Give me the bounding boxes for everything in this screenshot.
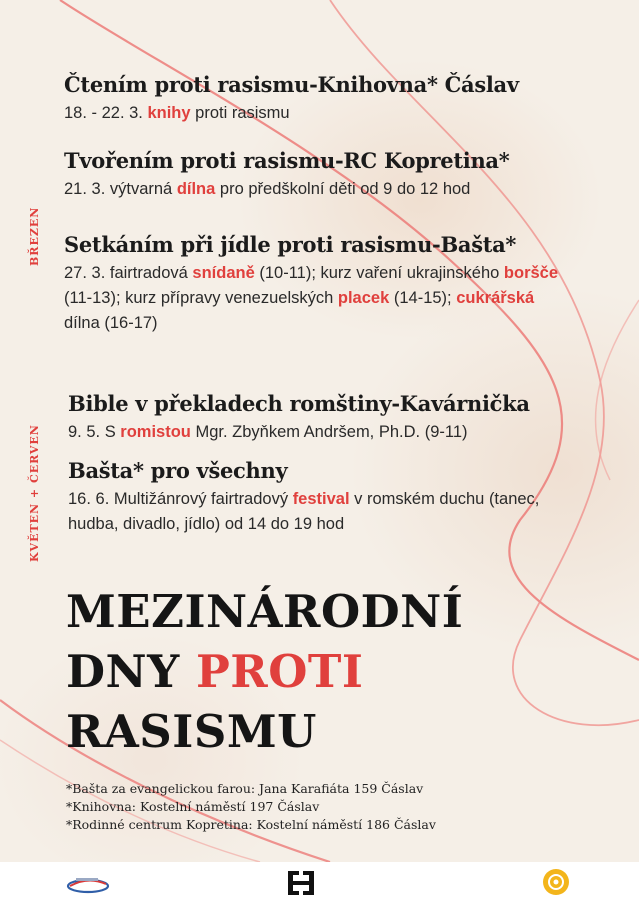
event-title: Čtením proti rasismu-Knihovna* Čáslav: [64, 72, 519, 97]
event-description: 16. 6. Multižánrový fairtradový festival v romském duchu (tanec, hudba, divadlo, jídlo) od 14 do 19 hod: [68, 490, 540, 533]
venue-notes: [66, 780, 436, 834]
main-title: [66, 582, 463, 762]
diakonie-logo-icon: [66, 874, 110, 899]
venue-note: *Bašta za evangelickou farou: Jana Karafiáta 159 Čáslav: [66, 781, 424, 796]
event-description: 9. 5. S romistou Mgr. Zbyňkem Andršem, Ph.D. (9-11): [68, 423, 468, 441]
event-description: 18. - 22. 3. knihy proti rasismu: [64, 104, 290, 122]
event-3: [64, 232, 564, 336]
ee-logo-icon: [287, 870, 315, 901]
venue-note: *Rodinné centrum Kopretina: Kostelní náměstí 186 Čáslav: [66, 817, 436, 832]
event-description: 27. 3. fairtradová snídaně (10-11); kurz vaření ukrajinského boršče (11-13); kurz přípravy venezuelských placek (14-15); cukrářská dílna (16-17): [64, 264, 559, 332]
event-title: Bible v překladech romštiny-Kavárnička: [68, 391, 530, 416]
main-title-line-2b: PROTI: [195, 645, 364, 698]
main-title-line-3: RASISMU: [66, 705, 317, 758]
month-label-may-june: KVĚTEN + ČERVEN: [28, 424, 41, 562]
sun-logo-icon: [541, 867, 571, 902]
month-label-march: BŘEZEN: [28, 206, 41, 266]
main-title-line-1: MEZINÁRODNÍ: [66, 585, 464, 638]
event-title: Bašta* pro všechny: [68, 458, 288, 483]
event-4: [68, 391, 530, 445]
event-title: Tvořením proti rasismu-RC Kopretina*: [64, 148, 510, 173]
event-description: 21. 3. výtvarná dílna pro předškolní děti od 9 do 12 hod: [64, 180, 471, 198]
main-title-line-2a: DNY: [66, 645, 196, 698]
event-title: Setkáním při jídle proti rasismu-Bašta*: [64, 232, 517, 257]
footer-logos: [0, 862, 639, 905]
event-2: [64, 148, 509, 202]
event-1: [64, 72, 519, 126]
event-5: [68, 458, 548, 537]
venue-note: *Knihovna: Kostelní náměstí 197 Čáslav: [66, 799, 320, 814]
